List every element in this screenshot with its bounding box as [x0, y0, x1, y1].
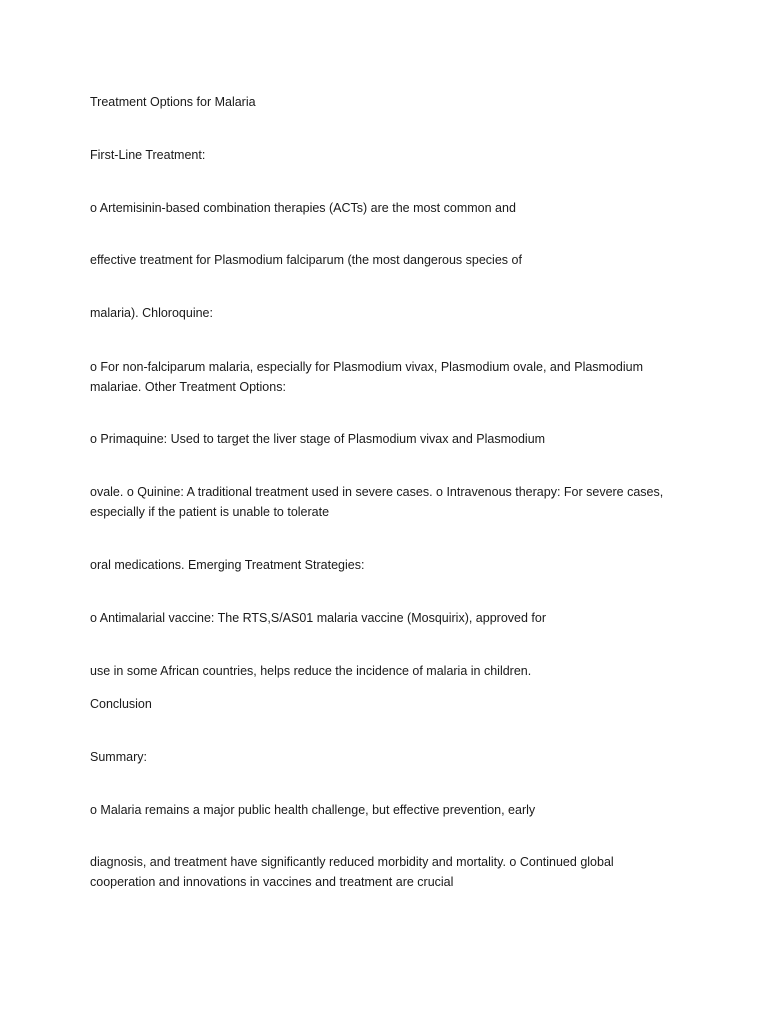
paragraph-vaccine-line-2: use in some African countries, helps reduce the incidence of malaria in children.	[90, 664, 532, 678]
paragraph-chloroquine-line-1: o For non-falciparum malaria, especially for Plasmodium vivax, Plasmodium ovale, and Plasmodium	[90, 360, 644, 374]
paragraph-quinine-line-2: especially if the patient is unable to tolerate	[90, 505, 330, 519]
paragraph-primaquine-line-1: o Primaquine: Used to target the liver stage of Plasmodium vivax and Plasmodium	[90, 432, 546, 446]
first-line-heading: First-Line Treatment:	[90, 148, 206, 162]
document-title: Treatment Options for Malaria	[90, 95, 256, 109]
summary-paragraph-line-3: cooperation and innovations in vaccines and treatment are crucial	[90, 875, 454, 889]
paragraph-chloroquine-line-2: malariae. Other Treatment Options:	[90, 380, 286, 394]
summary-heading: Summary:	[90, 750, 147, 764]
paragraph-acts-line-1: o Artemisinin-based combination therapies (ACTs) are the most common and	[90, 201, 516, 215]
summary-paragraph-line-2: diagnosis, and treatment have significantly reduced morbidity and mortality. o Continued global	[90, 855, 614, 869]
conclusion-heading: Conclusion	[90, 697, 152, 711]
paragraph-vaccine-line-1: o Antimalarial vaccine: The RTS,S/AS01 malaria vaccine (Mosquirix), approved for	[90, 611, 546, 625]
paragraph-acts-line-2: effective treatment for Plasmodium falciparum (the most dangerous species of	[90, 253, 522, 267]
paragraph-acts-line-3: malaria). Chloroquine:	[90, 306, 213, 320]
paragraph-oral-medications: oral medications. Emerging Treatment Strategies:	[90, 558, 365, 572]
paragraph-quinine-line-1: ovale. o Quinine: A traditional treatment used in severe cases. o Intravenous therapy: For severe cases,	[90, 485, 664, 499]
summary-paragraph-line-1: o Malaria remains a major public health challenge, but effective prevention, early	[90, 803, 536, 817]
